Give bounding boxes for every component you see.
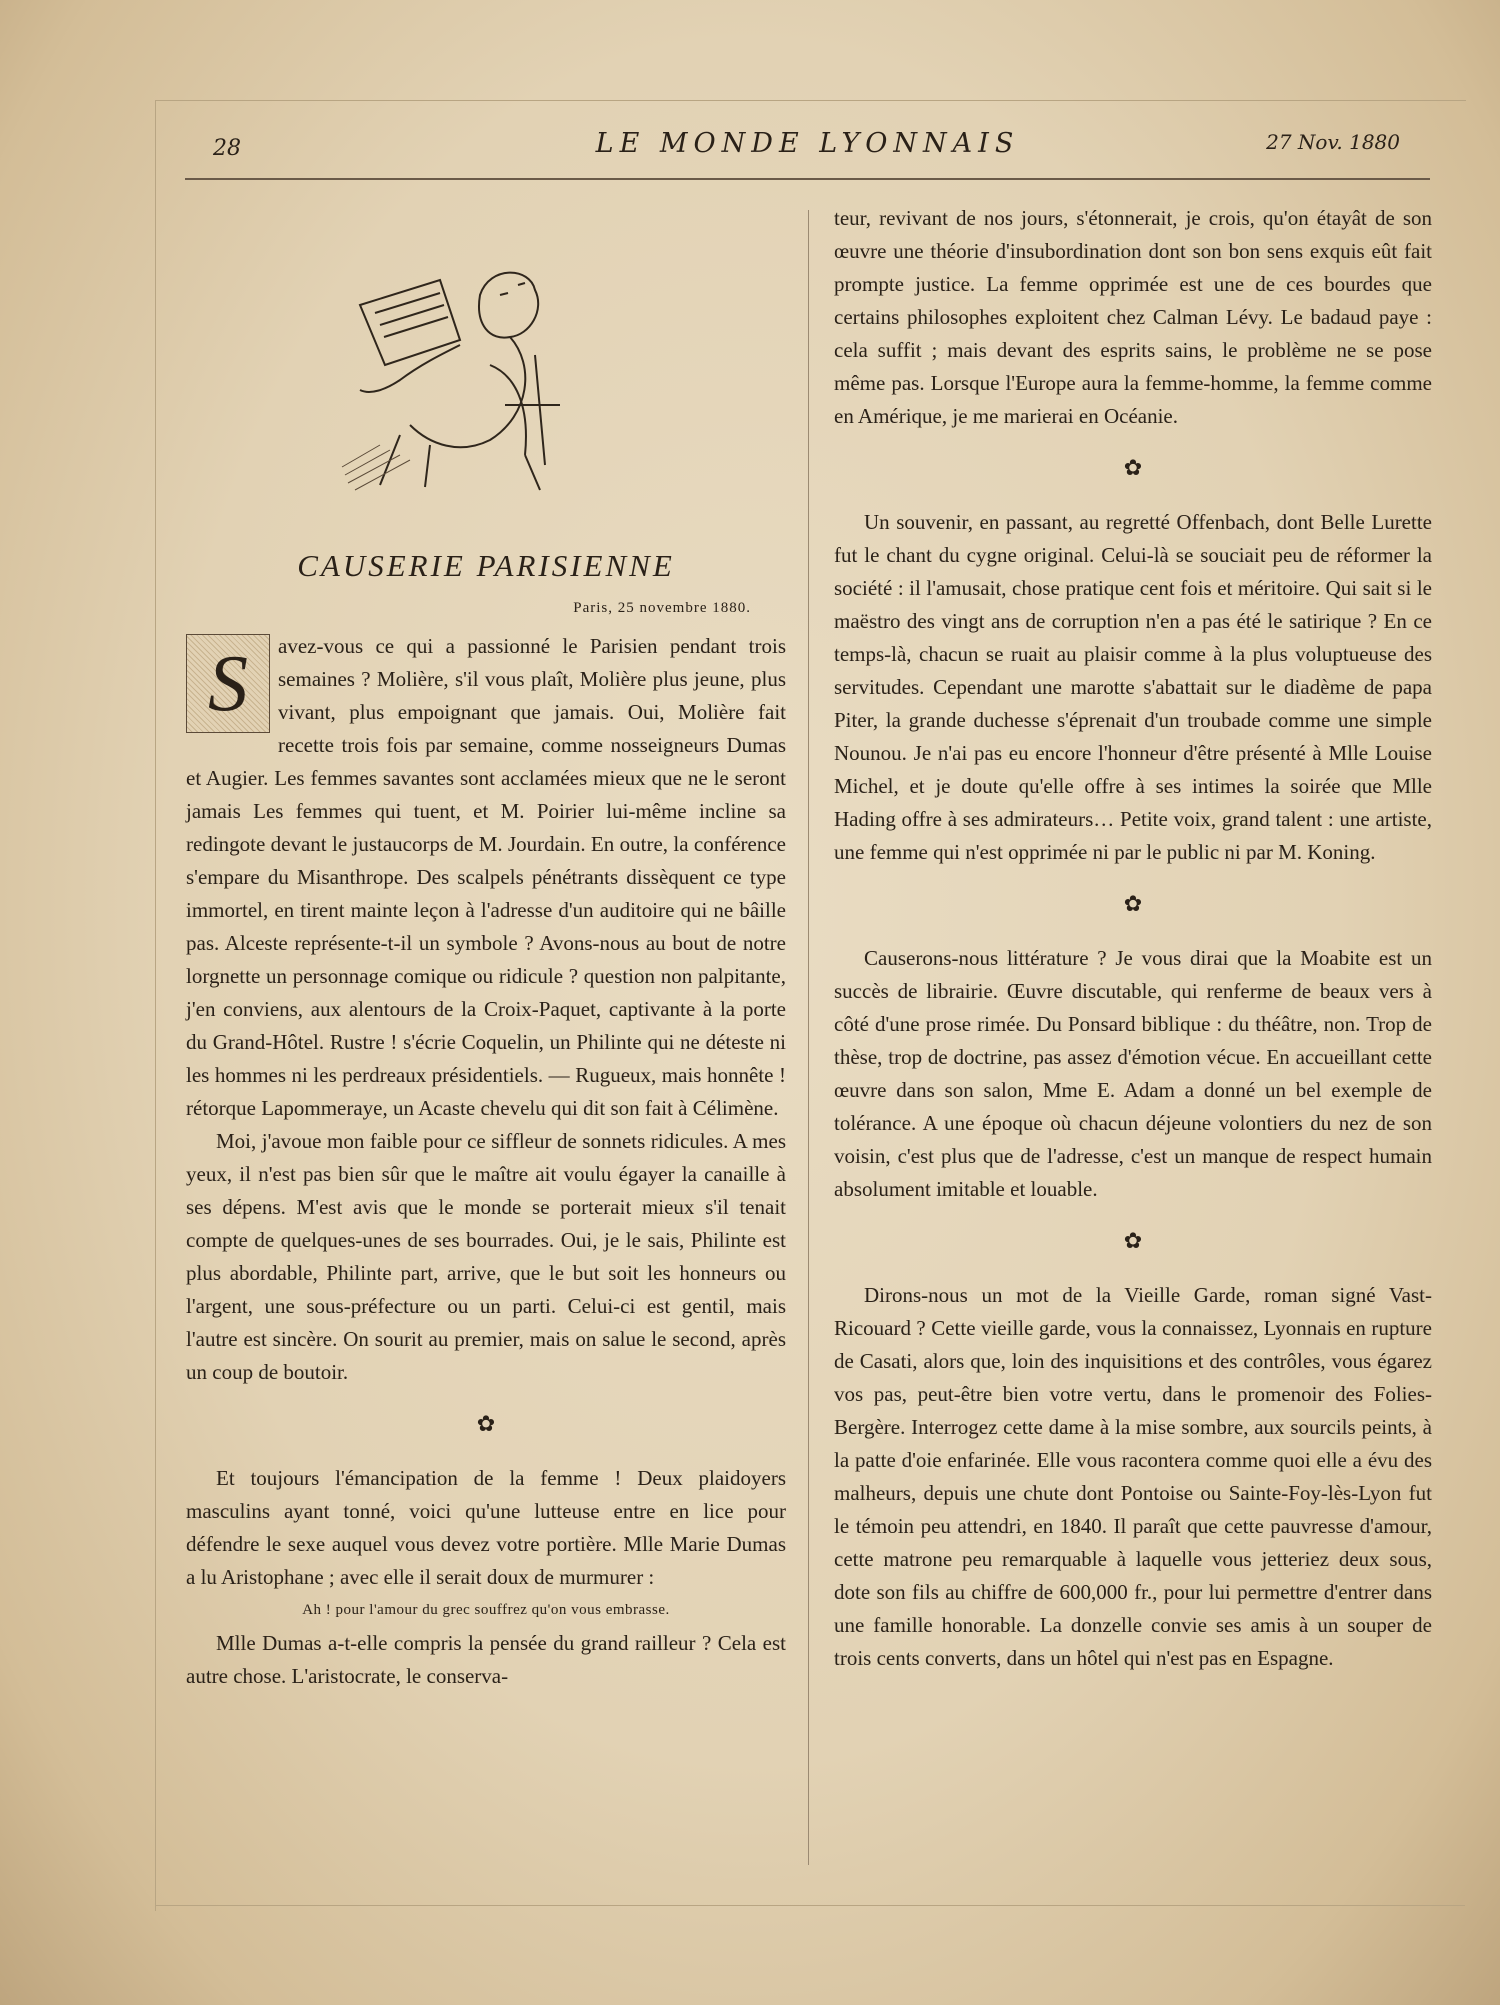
paragraph: Et toujours l'émancipation de la femme ! Deux plaidoyers masculins ayant tonné, voici qu'une lutteuse entre en lice pour défendre le sexe auquel vous devez votre portière. Mlle Marie Dumas a lu Aristophane ; avec elle il serait doux de murmurer : bbox=[186, 1466, 786, 1589]
dropcap-letter: S bbox=[186, 634, 270, 733]
paragraph: Mlle Dumas a-t-elle compris la pensée du grand railleur ? Cela est autre chose. L'aristocrate, le conserva- bbox=[186, 1631, 786, 1688]
page-header bbox=[185, 118, 1430, 180]
fleuron-ornament: ✿ bbox=[1123, 891, 1143, 916]
issue-date: 27 Nov. 1880 bbox=[1266, 130, 1400, 154]
reading-lion-illustration bbox=[340, 255, 590, 500]
verse-quote: Ah ! pour l'amour du grec souffrez qu'on vous embrasse. bbox=[302, 1602, 670, 1618]
paragraph: Dirons-nous un mot de la Vieille Garde, roman signé Vast-Ricouard ? Cette vieille garde, vous la connaissez, Lyonnais en rupture de Casati, alors que, loin des inquisitions et des contrôles, vous égarez vos pas, peut-être bien votre vertu, dans le promenoir des Folies-Bergère. Interrogez cette dame à la mise sombre, aux sourcils peints, à la patte d'oie enfarinée. Elle vous racontera comme quoi elle a évu des malheurs, depuis une chute dont Pontoise ou Sainte-Foy-lès-Lyon fut le témoin peu attendri, en 1840. Il paraît que cette pauvresse d'amour, cette matrone peu remarquable à laquelle vous jetteriez deux sous, dote son fils au chiffre de 600,000 fr., pour lui permettre d'entrer dans une famille honorable. La donzelle convie ses amis à un souper de trois cents converts, dans un hôtel qui n'est pas en Espagne. bbox=[834, 1283, 1432, 1670]
fleuron-ornament: ✿ bbox=[1123, 455, 1143, 480]
fleuron-ornament: ✿ bbox=[476, 1411, 496, 1436]
left-column bbox=[186, 630, 786, 1693]
right-column bbox=[834, 202, 1432, 1675]
paragraph: Causerons-nous littérature ? Je vous dirai que la Moabite est un succès de librairie. Œuvre discutable, qui renferme de beaux vers à côté d'une prose rimée. Du Ponsard biblique : du théâtre, non. Trop de thèse, trop de doctrine, pas assez d'émotion vécue. En accueillant cette œuvre dans son salon, Mme E. Adam a donné un bel exemple de tolérance. A une époque où chacun déjeune volontiers du nez de son voisin, c'est plus que de l'adresse, c'est un manque de respect humain absolument imitable et louable. bbox=[834, 946, 1432, 1201]
journal-title: LE MONDE LYONNAIS bbox=[595, 128, 1020, 159]
paragraph-text: avez-vous ce qui a passionné le Parisien pendant trois semaines ? Molière, s'il vous plaît, Molière plus jeune, plus vivant, plus empoignant que jamais. Oui, Molière fait recette trois fois par semaine, comme nosseigneurs Dumas et Augier. Les femmes savantes sont acclamées mieux que ne le seront jamais Les femmes qui tuent, et M. Poirier lui-même incline sa redingote devant le justaucorps de M. Jourdain. En outre, la conférence s'empare du Misanthrope. Des scalpels pénétrants dissèquent ce type immortel, en tirent mainte leçon à l'adresse d'un auditoire qui ne bâille pas. Alceste représente-t-il un symbole ? Avons-nous au bout de notre lorgnette un personnage comique ou ridicule ? question non palpitante, j'en conviens, aux alentours de la Croix-Paquet, captivante à la porte du Grand-Hôtel. Rustre ! s'écrie Coquelin, un Philinte qui ne déteste ni les hommes ni les perdreaux présidentiels. — Rugueux, mais honnête ! rétorque Lapommeraye, un Acaste chevelu qui dit son fait à Célimène. bbox=[186, 634, 786, 1120]
column-divider bbox=[808, 210, 809, 1865]
paragraph bbox=[186, 630, 786, 1125]
paragraph: Un souvenir, en passant, au regretté Offenbach, dont Belle Lurette fut le chant du cygne original. Celui-là se souciait peu de réformer la société : il l'amusait, chose pratique cent fois et méritoire. Qui sait si le maëstro des vingt ans de corruption n'en a pas été le satirique ? En ce temps-là, chacun se ruait au plaisir comme à la plus voluptueuse des servitudes. Cependant une marotte s'abattait sur le diadème de papa Piter, la grande duchesse s'éprenait d'un troubade comme une simple Nounou. Je n'ai pas eu encore l'honneur d'être présenté à Mlle Louise Michel, et je doute qu'elle offre à ses intimes la soirée que Mlle Hading offre à ses admirateurs… Petite voix, grand talent : une artiste, une femme qui n'est opprimée ni par le public ni par M. Koning. bbox=[834, 510, 1432, 864]
fleuron-ornament: ✿ bbox=[1123, 1228, 1143, 1253]
paragraph: Moi, j'avoue mon faible pour ce siffleur de sonnets ridicules. A mes yeux, il n'est pas bien sûr que le maître ait voulu égayer la canaille à ses dépens. M'est avis que le monde se porterait mieux s'il tenait compte de quelques-unes de ses bourrades. Oui, je le sais, Philinte est plus abordable, Philinte part, arrive, que le but soit les honneurs ou l'argent, une sous-préfecture ou un parti. Celui-ci est gentil, mais l'autre est sincère. On sourit au premier, mais on salue le second, après un coup de boutoir. bbox=[186, 1129, 786, 1384]
page-number: 28 bbox=[213, 136, 241, 161]
bottom-rule bbox=[155, 1905, 1465, 1906]
paragraph: teur, revivant de nos jours, s'étonnerait, je crois, qu'on étayât de son œuvre une théorie d'insubordination dont son bon sens exquis eût fait prompte justice. La femme opprimée est une de ces bourdes que certains philosophes exploitent chez Calman Lévy. Le badaud paye : cela suffit ; mais devant des esprits sains, le problème ne se pose même pas. Lorsque l'Europe aura la femme-homme, la femme comme en Amérique, je me marierai en Océanie. bbox=[834, 206, 1432, 428]
article-dateline: Paris, 25 novembre 1880. bbox=[573, 600, 751, 616]
article-title: CAUSERIE PARISIENNE bbox=[297, 548, 675, 583]
